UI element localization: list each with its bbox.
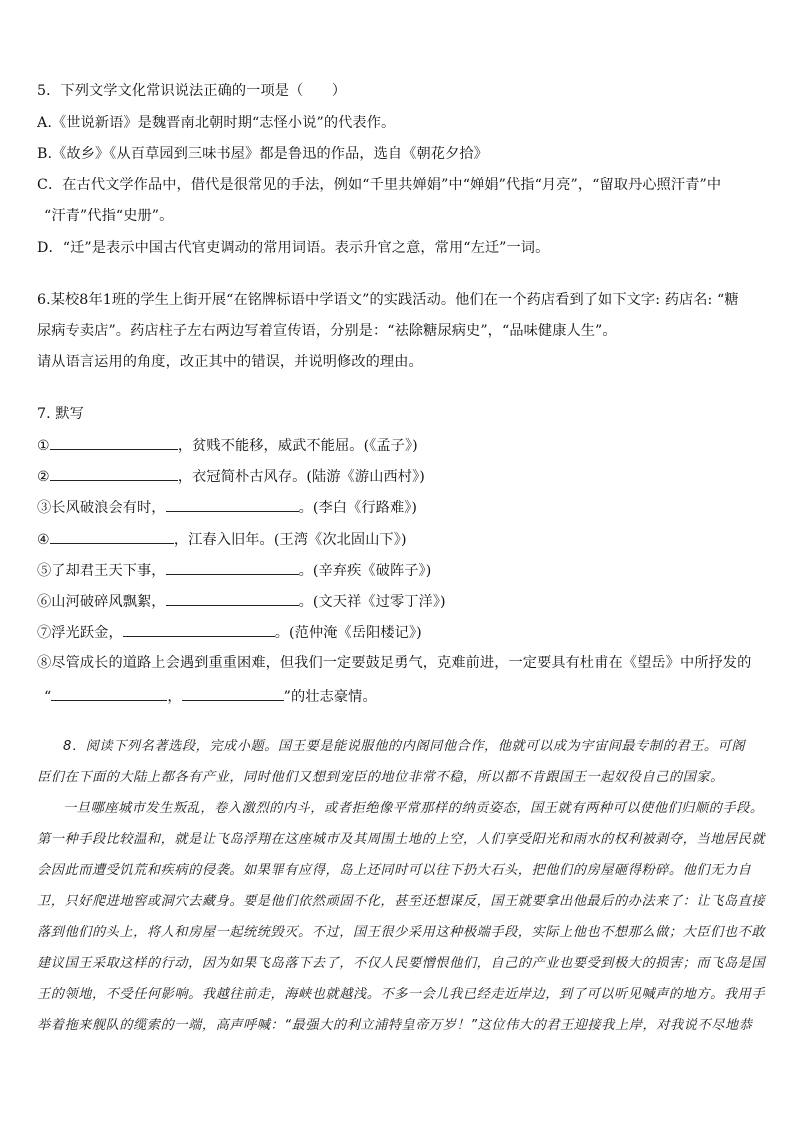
q8-passage-line: 卫，只好爬进地窖或洞穴去藏身。要是他们依然顽固不化，甚至还想谋反，国王就要拿出他最后的办法来了：让飞岛直接 <box>37 894 766 909</box>
q6-line2: 尿病专卖店”。药店柱子左右两边写着宣传语，分别是：“祛除糖尿病史”，“品味健康人生”。 <box>37 323 617 339</box>
q8-passage-line: 8．阅读下列名著选段，完成小题。国王要是能说服他的内阁同他合作，他就可以成为宇宙间最专制的君王。可阁 <box>63 739 746 754</box>
q5-option-d: D．“迁”是表示中国古代官吏调动的常用词语。表示升官之意，常用“左迁”一词。 <box>37 240 550 256</box>
q8-passage-line: 会因此而遭受饥荒和疾病的侵袭。如果罪有应得，岛上还同时可以往下扔大石头，把他们的房屋砸得粉碎。他们无力自 <box>37 863 752 878</box>
q7-item-prefix: ① <box>37 438 50 454</box>
q5-option-c-line2: “汗青”代指“史册”。 <box>44 208 174 224</box>
q8-passage-line: 第一种手段比较温和，就是让飞岛浮翔在这座城市及其周围土地的上空，人们享受阳光和雨水的权利被剥夺，当地居民就 <box>37 832 766 847</box>
answer-blank[interactable] <box>51 686 167 701</box>
q5-option-b: B.《故乡》《从百草园到三味书屋》都是鲁迅的作品，选自《朝花夕拾》 <box>37 146 488 162</box>
q8-passage-line: 落到他们的头上，将人和房屋一起统统毁灭。不过，国王很少采用这种极端手段，实际上他也不想那么做；大臣们也不敢 <box>37 925 766 940</box>
q8-passage-line: 建议国王采取这样的行动，因为如果飞岛落下去了，不仅人民要憎恨他们，自己的产业也要受到极大的损害；而飞岛是国 <box>37 956 766 971</box>
q7-item-suffix: ，贫贱不能移，威武不能屈。(《孟子》) <box>177 438 418 454</box>
answer-blank[interactable] <box>166 591 299 606</box>
q5-option-c-line1: C．在古代文学作品中，借代是很常见的手法，例如“千里共婵娟”中“婵娟”代指“月亮”，“留取丹心照汗青”中 <box>37 177 722 193</box>
q6-line1: 6.某校8年1班的学生上街开展“在铭牌标语中学语文”的实践活动。他们在一个药店看到了如下文字: 药店名: “糖 <box>37 292 739 308</box>
q7-item-7 <box>37 622 422 643</box>
q7-item-prefix: ⑤了却君王天下事， <box>37 563 166 579</box>
q7-item-prefix: ⑦浮光跃金， <box>37 625 123 641</box>
q7-item-suffix: 。(李白《行路难》) <box>298 500 418 516</box>
q7-item-prefix: ④ <box>37 532 50 548</box>
comma: ， <box>167 689 182 705</box>
close-quote-suffix: ”的壮志豪情。 <box>283 689 377 705</box>
q7-item-6 <box>37 591 446 612</box>
open-quote: “ <box>44 689 52 705</box>
q7-item-3 <box>37 497 417 518</box>
q7-item-prefix: ⑥山河破碎风飘絮， <box>37 594 166 610</box>
q7-item-5 <box>37 560 431 581</box>
q7-title: 7. 默写 <box>37 406 84 422</box>
q7-item-8-line1: ⑧尽管成长的道路上会遇到重重困难，但我们一定要鼓足勇气，克难前进，一定要具有杜甫在《望岳》中所抒发的 <box>37 655 752 671</box>
q7-item-suffix: ，江春入旧年。(王湾《次北固山下》) <box>173 532 407 548</box>
q7-item-2 <box>37 466 425 487</box>
q7-item-suffix: ，衣冠简朴古风存。(陆游《游山西村》) <box>177 469 425 485</box>
answer-blank[interactable] <box>50 435 178 450</box>
q7-item-suffix: 。(范仲淹《岳阳楼记》) <box>274 625 422 641</box>
q8-passage-line: 臣们在下面的大陆上都各有产业，同时他们又想到宠臣的地位非常不稳，所以都不肯跟国王一起奴役自己的国家。 <box>37 770 724 785</box>
answer-blank[interactable] <box>182 686 284 701</box>
q5-option-a: A.《世说新语》是魏晋南北朝时期“志怪小说”的代表作。 <box>37 115 396 131</box>
q7-item-1 <box>37 435 418 456</box>
q7-item-suffix: 。(文天祥《过零丁洋》) <box>298 594 446 610</box>
q7-item-8-line2 <box>44 686 377 707</box>
answer-blank[interactable] <box>166 560 299 575</box>
answer-blank[interactable] <box>50 466 178 481</box>
answer-blank[interactable] <box>50 529 174 544</box>
q7-item-prefix: ② <box>37 469 50 485</box>
answer-blank[interactable] <box>123 622 275 637</box>
q7-item-prefix: ③长风破浪会有时， <box>37 500 166 516</box>
q6-line3: 请从语言运用的角度，改正其中的错误，并说明修改的理由。 <box>37 354 423 370</box>
answer-blank[interactable] <box>166 497 299 512</box>
q5-stem: 5．下列文学文化常识说法正确的一项是（ ） <box>37 83 347 99</box>
q8-passage-line: 一旦哪座城市发生叛乱，卷入激烈的内斗，或者拒绝像平常那样的纳贡姿态，国王就有两种可以使他们归顺的手段。 <box>63 801 764 816</box>
q8-passage-line: 举着拖来舰队的缆索的一端，高声呼喊：“最强大的利立浦特皇帝万岁！”这位伟大的君王迎接我上岸，对我说不尽地恭 <box>37 1018 753 1033</box>
q7-item-4 <box>37 529 407 550</box>
q8-passage-line: 王的领地，不受任何影响。我越往前走，海峡也就越浅。不多一会儿我已经走近岸边，到了可以听见喊声的地方。我用手 <box>37 987 766 1002</box>
q7-item-suffix: 。(辛弃疾《破阵子》) <box>298 563 432 579</box>
